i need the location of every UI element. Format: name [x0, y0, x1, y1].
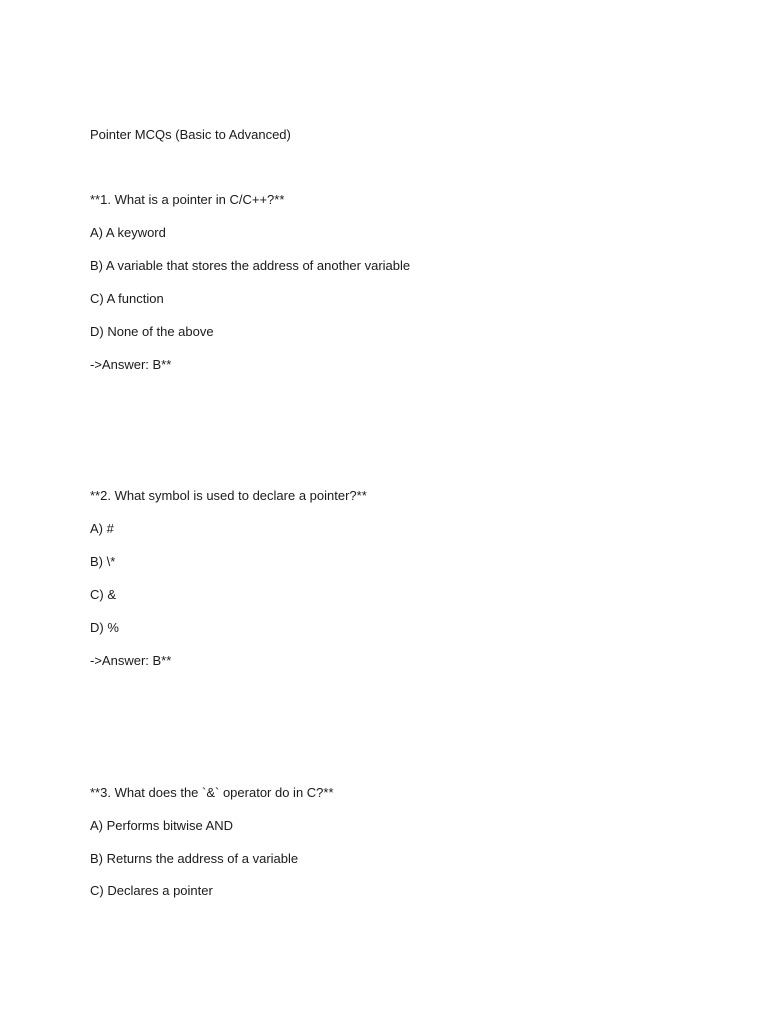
question-2-option-b: B) \*	[90, 554, 116, 569]
question-1-option-c: C) A function	[90, 291, 164, 306]
question-1-option-d: D) None of the above	[90, 324, 214, 339]
question-3-text: **3. What does the `&` operator do in C?**	[90, 785, 334, 800]
question-3-option-b: B) Returns the address of a variable	[90, 851, 299, 866]
question-3-option-a: A) Performs bitwise AND	[90, 818, 234, 833]
question-2-option-c: C) &	[90, 587, 116, 602]
question-2-answer: ->Answer: B**	[90, 653, 172, 668]
question-1-answer: ->Answer: B**	[90, 357, 172, 372]
question-2-text: **2. What symbol is used to declare a pointer?**	[90, 488, 367, 503]
question-1-text: **1. What is a pointer in C/C++?**	[90, 192, 285, 207]
document-title: Pointer MCQs (Basic to Advanced)	[90, 127, 291, 142]
question-2-option-d: D) %	[90, 620, 119, 635]
question-3-option-c: C) Declares a pointer	[90, 883, 213, 898]
question-1-option-b: B) A variable that stores the address of another variable	[90, 258, 411, 273]
question-1-option-a: A) A keyword	[90, 225, 166, 240]
question-2-option-a: A) #	[90, 521, 114, 536]
